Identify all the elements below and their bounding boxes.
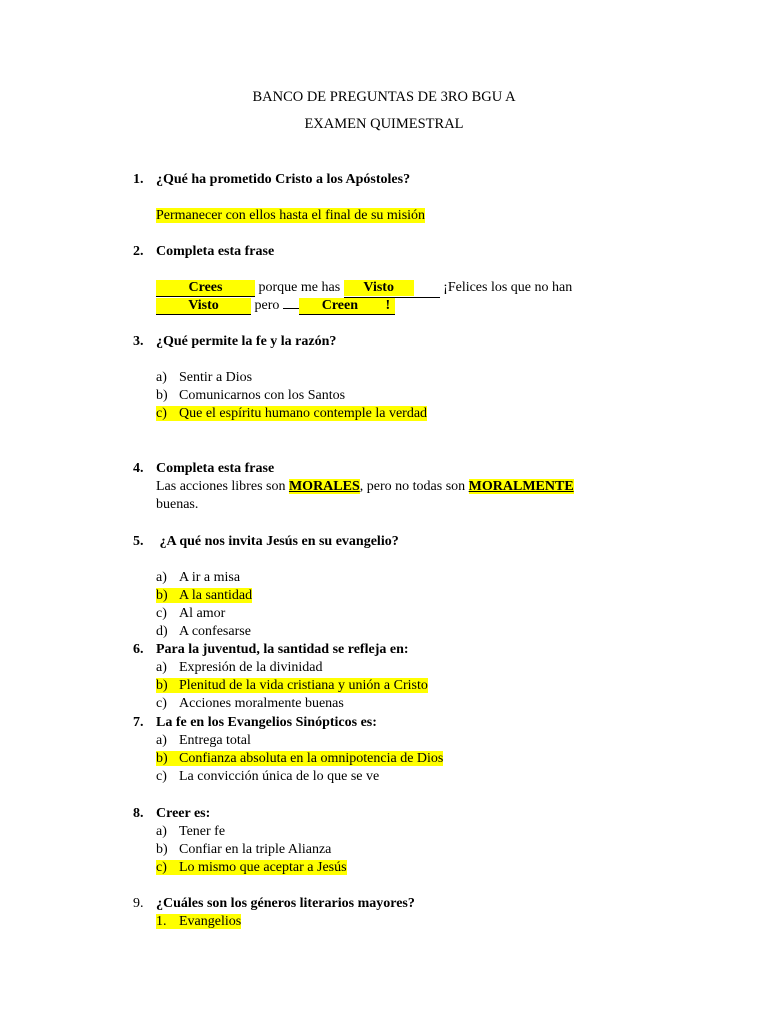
question-text: Completa esta frase [156, 244, 275, 259]
question-text: ¿Qué permite la fe y la razón? [156, 334, 337, 349]
option-a: a) A ir a misa [156, 570, 241, 585]
question-number: 3. [133, 334, 144, 349]
option-a: a) Sentir a Dios [156, 370, 253, 385]
question-text: Para la juventud, la santidad se refleja en: [156, 642, 409, 657]
blank-end-mark: ! [381, 298, 395, 315]
answer-word-moralmente: MORALMENTE [468, 479, 574, 494]
question-2 [133, 243, 274, 261]
option-b: b) Confiar en la triple Alianza [156, 842, 332, 857]
blank-visto-1: Visto [344, 280, 414, 296]
blank-crees: Crees [156, 280, 255, 297]
question-text: La fe en los Evangelios Sinópticos es: [156, 715, 377, 730]
answer-1 [156, 207, 425, 225]
question-7 [133, 714, 377, 732]
blank-visto-2: Visto [156, 298, 251, 315]
question-9 [133, 895, 415, 913]
option-b: b) Comunicarnos con los Santos [156, 388, 346, 403]
question-8 [133, 805, 210, 823]
fill-blank-line-1 [156, 279, 572, 298]
sentence-part: pero [251, 298, 283, 313]
option-c: c) La convicción única de lo que se ve [156, 769, 380, 784]
highlighted-answer: Permanecer con ellos hasta el final de su misión [156, 208, 426, 223]
option-b-correct: b) A la santidad [156, 588, 253, 603]
question-text: ¿Cuáles son los géneros literarios mayores? [156, 896, 415, 911]
question-number: 9. [133, 896, 144, 911]
option-c-correct: c) Lo mismo que aceptar a Jesús [156, 860, 347, 875]
question-5 [133, 533, 399, 551]
answer-4-line-1: Las acciones libres son MORALES, pero no todas son MORALMENTE [156, 479, 574, 494]
question-4 [133, 460, 274, 478]
question-text: ¿Qué ha prometido Cristo a los Apóstoles? [156, 172, 411, 187]
option-c: c) Acciones moralmente buenas [156, 696, 344, 711]
option-d: d) A confesarse [156, 624, 251, 639]
question-6 [133, 641, 409, 659]
question-number: 1. [133, 172, 144, 187]
option-a: a) Expresión de la divinidad [156, 660, 323, 675]
answer-word-morales: MORALES [288, 479, 360, 494]
question-number: 8. [133, 806, 144, 821]
document-subtitle: EXAMEN QUIMESTRAL [304, 116, 464, 132]
option-a: a) Tener fe [156, 824, 226, 839]
question-1 [133, 171, 410, 189]
question-number: 2. [133, 244, 144, 259]
question-text: Creer es: [156, 806, 211, 821]
question-number: 7. [133, 715, 144, 730]
question-number: 4. [133, 461, 144, 476]
option-b-correct: b) Plenitud de la vida cristiana y unión a Cristo [156, 678, 428, 693]
question-text: Completa esta frase [156, 461, 275, 476]
option-b-correct: b) Confianza absoluta en la omnipotencia de Dios [156, 751, 444, 766]
question-text: ¿A qué nos invita Jesús en su evangelio? [156, 534, 399, 549]
option-c: c) Al amor [156, 606, 226, 621]
option-c-correct: c) Que el espíritu humano contemple la verdad [156, 406, 428, 421]
option-1-correct: 1. Evangelios [156, 914, 242, 929]
sentence-part: ¡Felices los que no han [439, 280, 573, 295]
document-title: BANCO DE PREGUNTAS DE 3RO BGU A [252, 89, 516, 105]
option-a: a) Entrega total [156, 733, 251, 748]
fill-blank-line-2 [156, 297, 395, 315]
answer-4-line-2: buenas. [156, 497, 199, 512]
question-number: 6. [133, 642, 144, 657]
sentence-part: porque me has [255, 280, 344, 295]
blank-creen: Creen [299, 298, 381, 315]
question-3 [133, 333, 336, 351]
question-number: 5. [133, 534, 144, 549]
